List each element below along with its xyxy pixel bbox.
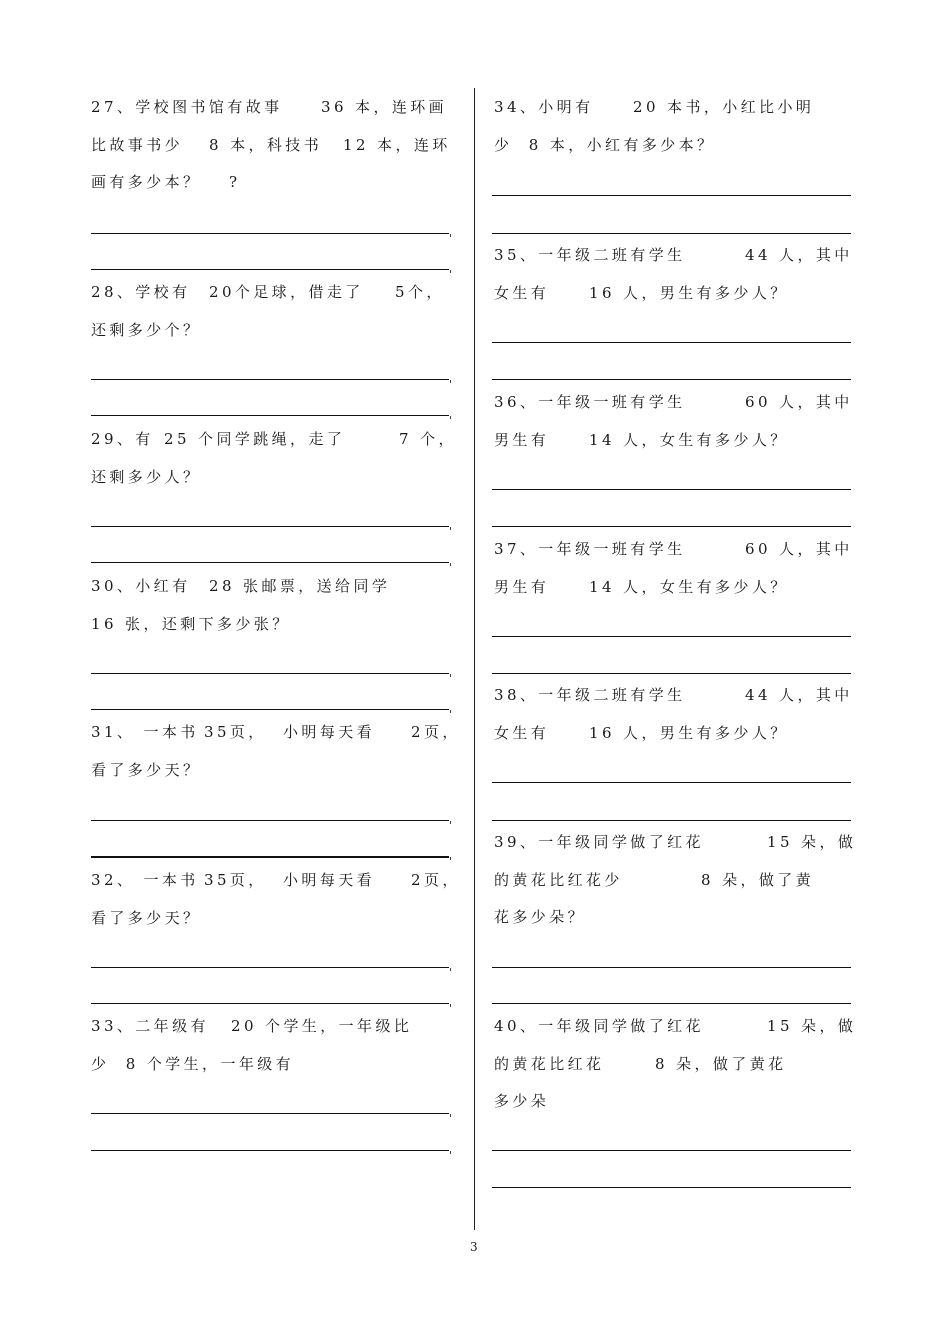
question-text: 15 朵，做 [767,833,857,851]
answer-line [492,342,851,343]
question-text: 的黄花比红花 [494,1054,605,1073]
question-text: 16 人，男生有多少人？ [589,723,789,742]
answer-line [492,526,851,527]
answer-line [91,233,449,234]
question-text: 画有多少本？ [91,173,202,191]
answer-line [91,856,449,858]
question-text: 36、一年级一班有学生 [494,393,686,411]
answer-line [91,709,449,710]
question-text: 14 人，女生有多少人？ [589,577,789,596]
question-text: 28 张邮票，送给同学 [209,577,391,595]
column-divider [474,88,475,1230]
question-text: 35页， 小明每天看 [204,723,376,741]
answer-line-end-mark [450,1004,451,1007]
question-text: 8 朵，做了黄 [701,870,815,889]
answer-line-end-mark [450,710,451,713]
question-text: 男生有 [494,577,550,596]
page-number: 3 [470,1240,478,1254]
answer-line [91,526,449,527]
question-text: 35、一年级二班有学生 [494,246,686,264]
question-text: 女生有 [494,723,550,742]
question-text: 27、学校图书馆有故事 [91,98,283,116]
question-text: 30、小红有 [91,577,191,595]
answer-line-end-mark [450,1151,451,1154]
question-text: 16 人，男生有多少人？ [589,283,789,302]
answer-line [91,673,449,674]
question-text: 花多少朵？ [494,908,587,926]
question-text: 16 张，还剩下多少张？ [91,614,291,633]
answer-line [492,379,851,380]
question-text: 比故事书少 [91,135,184,154]
answer-line [91,415,449,416]
answer-line [492,1187,851,1188]
question-text: 40、一年级同学做了红花 [494,1017,704,1035]
question-text: 2页， [411,871,461,889]
answer-line-end-mark [450,234,451,237]
question-text: 36 本，连环画 [321,98,448,116]
question-text: 男生有 [494,430,550,449]
question-text: 39、一年级同学做了红花 [494,833,704,851]
question-text: 44 人，其中 [745,246,853,264]
answer-line-end-mark [450,563,451,566]
question-text: 20个足球，借走了 [209,283,364,301]
question-text: 31、 一本书 [91,723,199,741]
question-text: 8 本，科技书 [209,135,323,154]
answer-line [91,820,449,821]
answer-line-end-mark [450,270,451,273]
answer-line [91,1150,449,1151]
question-text: 看了多少天？ [91,908,202,927]
answer-line-end-mark [450,380,451,383]
question-text: 60 人，其中 [745,540,853,558]
answer-line [91,562,449,563]
answer-line-end-mark [450,1114,451,1117]
question-text: 7 个， [399,430,457,448]
answer-line [492,967,851,968]
answer-line [492,673,851,674]
answer-line [91,269,449,270]
question-text: 看了多少天？ [91,760,202,779]
answer-line [91,379,449,380]
question-text: 还剩多少人？ [91,467,202,486]
question-text: ? [229,173,241,191]
answer-line [91,1003,449,1004]
answer-line [492,1150,851,1151]
answer-line [492,233,851,234]
question-text: 25 个同学跳绳，走了 [164,430,346,448]
answer-line [91,967,449,968]
question-text: 20 个学生，一年级比 [231,1017,413,1035]
question-text: 多少朵 [494,1092,550,1110]
question-text: 44 人，其中 [745,686,853,704]
question-text: 34、小明有 [494,98,594,116]
answer-line-end-mark [450,416,451,419]
question-text: 少 8 本，小红有多少本？ [494,135,716,154]
question-text: 女生有 [494,283,550,302]
answer-line [492,820,851,821]
answer-line [492,636,851,637]
answer-line [492,195,851,196]
question-text: 33、二年级有 [91,1017,209,1035]
answer-line-end-mark [450,968,451,971]
answer-line [492,782,851,783]
question-text: 15 朵，做 [767,1017,857,1035]
question-text: 29、有 [91,430,154,448]
question-text: 5个， [395,283,445,301]
question-text: 8 朵，做了黄花 [655,1054,787,1073]
answer-line-end-mark [450,674,451,677]
question-text: 60 人，其中 [745,393,853,411]
question-text: 还剩多少个？ [91,320,202,339]
answer-line-end-mark [450,527,451,530]
question-text: 37、一年级一班有学生 [494,540,686,558]
question-text: 20 本书，小红比小明 [633,98,815,116]
question-text: 14 人，女生有多少人？ [589,430,789,449]
answer-line-end-mark [450,821,451,824]
question-text: 28、学校有 [91,283,191,301]
question-text: 12 本，连环 [343,135,451,154]
answer-line-end-mark [450,857,451,860]
answer-line [492,489,851,490]
question-text: 少 8 个学生，一年级有 [91,1054,295,1073]
question-text: 的黄花比红花少 [494,870,623,889]
question-text: 38、一年级二班有学生 [494,686,686,704]
answer-line [91,1113,449,1114]
answer-line [492,1003,851,1004]
question-text: 32、 一本书 [91,871,199,889]
question-text: 35页， 小明每天看 [204,871,376,889]
question-text: 2页， [411,723,461,741]
